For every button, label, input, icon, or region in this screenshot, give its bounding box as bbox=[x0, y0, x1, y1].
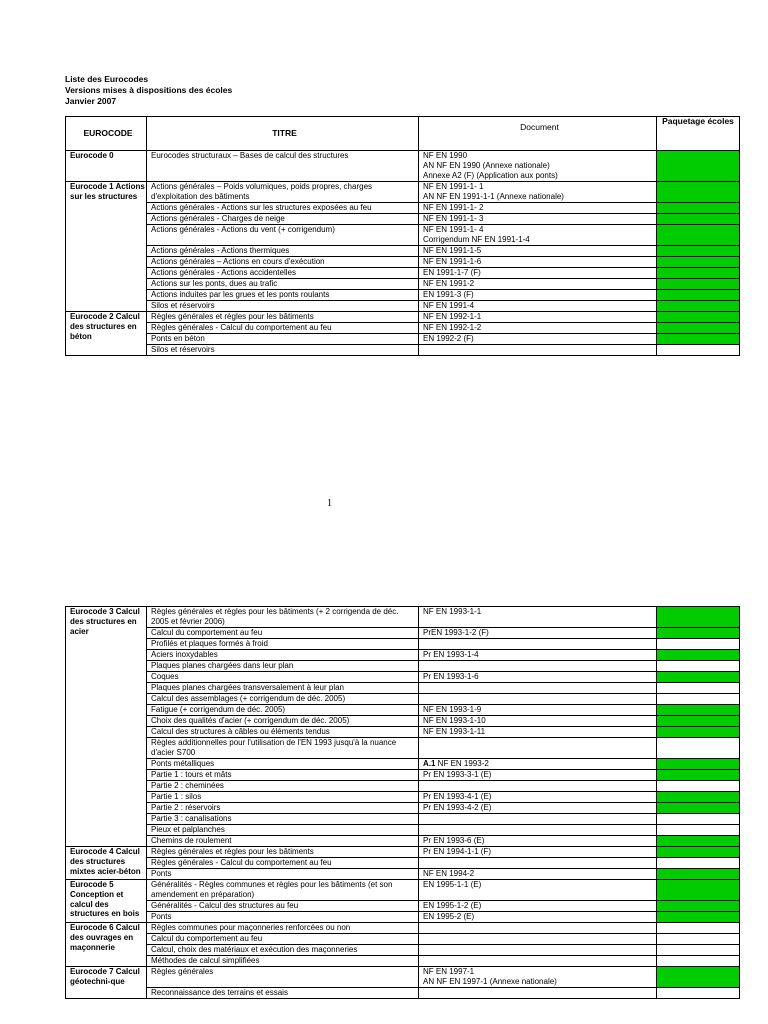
table-row bbox=[66, 650, 740, 661]
table-row bbox=[66, 225, 740, 246]
table-row bbox=[66, 738, 740, 759]
paquetage-available-cell bbox=[657, 847, 740, 858]
paquetage-available-cell bbox=[657, 803, 740, 814]
document-cell: Pr EN 1993-4-2 (E) bbox=[419, 803, 657, 814]
document-cell: NF EN 1991-1- 2 bbox=[419, 203, 657, 214]
table-row bbox=[66, 988, 740, 999]
document-cell bbox=[419, 694, 657, 705]
document-cell bbox=[419, 934, 657, 945]
paquetage-available-cell bbox=[657, 182, 740, 203]
document-cell: NF EN 1991-1- 1 AN NF EN 1991-1-1 (Annexe nationale) bbox=[419, 182, 657, 203]
paquetage-empty-cell bbox=[657, 639, 740, 650]
document-cell bbox=[419, 945, 657, 956]
paquetage-available-cell bbox=[657, 880, 740, 901]
titre-cell: Généralités - Règles communes et règles pour les bâtiments (et son amendement en préparation) bbox=[147, 880, 419, 901]
document-cell: NF EN 1991-1-5 bbox=[419, 246, 657, 257]
header-date: Janvier 2007 bbox=[65, 96, 117, 106]
paquetage-available-cell bbox=[657, 672, 740, 683]
document-cell: NF EN 1997-1 AN NF EN 1997-1 (Annexe nationale) bbox=[419, 967, 657, 988]
document-cell: EN 1995-2 (E) bbox=[419, 912, 657, 923]
eurocode-cell: Eurocode 2 Calcul des structures en béton bbox=[66, 312, 147, 356]
titre-cell: Reconnaissance des terrains et essais bbox=[147, 988, 419, 999]
paquetage-available-cell bbox=[657, 770, 740, 781]
table-row bbox=[66, 683, 740, 694]
document-cell bbox=[419, 661, 657, 672]
eurocode-cell: Eurocode 6 Calcul des ouvrages en maçonnerie bbox=[66, 923, 147, 967]
eurocode-cell: Eurocode 7 Calcul géotechni-que bbox=[66, 967, 147, 999]
document-cell bbox=[419, 988, 657, 999]
paquetage-empty-cell bbox=[657, 988, 740, 999]
paquetage-available-cell bbox=[657, 792, 740, 803]
paquetage-available-cell bbox=[657, 836, 740, 847]
titre-cell: Actions générales - Actions sur les structures exposées au feu bbox=[147, 203, 419, 214]
table-row bbox=[66, 869, 740, 880]
paquetage-available-cell bbox=[657, 628, 740, 639]
paquetage-available-cell bbox=[657, 727, 740, 738]
titre-cell: Calcul du comportement au feu bbox=[147, 628, 419, 639]
titre-cell: Silos et réservoirs bbox=[147, 345, 419, 356]
titre-cell: Actions générales – Actions en cours d'exécution bbox=[147, 257, 419, 268]
table-row bbox=[66, 345, 740, 356]
document-cell: NF EN 1991-1- 3 bbox=[419, 214, 657, 225]
column-header-titre: TITRE bbox=[147, 117, 419, 151]
table-row bbox=[66, 279, 740, 290]
titre-cell: Chemins de roulement bbox=[147, 836, 419, 847]
titre-cell: Actions générales - Actions accidentelles bbox=[147, 268, 419, 279]
document-cell: NF EN 1991-2 bbox=[419, 279, 657, 290]
titre-cell: Actions générales - Charges de neige bbox=[147, 214, 419, 225]
paquetage-empty-cell bbox=[657, 814, 740, 825]
table-row bbox=[66, 770, 740, 781]
table-row bbox=[66, 607, 740, 628]
paquetage-available-cell bbox=[657, 759, 740, 770]
titre-cell: Règles communes pour maçonneries renforcées ou non bbox=[147, 923, 419, 934]
table-row bbox=[66, 672, 740, 683]
titre-cell: Partie 3 : canalisations bbox=[147, 814, 419, 825]
titre-cell: Règles additionnelles pour l'utilisation de l'EN 1993 jusqu'à la nuance d'acier S700 bbox=[147, 738, 419, 759]
table-row bbox=[66, 803, 740, 814]
table-row bbox=[66, 759, 740, 770]
header-subtitle: Versions mises à dispositions des écoles bbox=[65, 85, 233, 95]
document-cell bbox=[419, 923, 657, 934]
document-cell: Pr EN 1994-1-1 (F) bbox=[419, 847, 657, 858]
document-cell: Pr EN 1993-1-4 bbox=[419, 650, 657, 661]
titre-cell: Calcul du comportement au feu bbox=[147, 934, 419, 945]
document-cell bbox=[419, 759, 657, 770]
table-row bbox=[66, 151, 740, 182]
titre-cell: Silos et réservoirs bbox=[147, 301, 419, 312]
table-row bbox=[66, 268, 740, 279]
table-row bbox=[66, 880, 740, 901]
titre-cell: Généralités - Calcul des structures au feu bbox=[147, 901, 419, 912]
document-cell: Pr EN 1993-4-1 (E) bbox=[419, 792, 657, 803]
titre-cell: Actions sur les ponts, dues au trafic bbox=[147, 279, 419, 290]
paquetage-empty-cell bbox=[657, 694, 740, 705]
titre-cell: Partie 1 : silos bbox=[147, 792, 419, 803]
paquetage-available-cell bbox=[657, 869, 740, 880]
table-row bbox=[66, 628, 740, 639]
titre-cell: Ponts en béton bbox=[147, 334, 419, 345]
document-cell: NF EN 1991-1- 4 Corrigendum NF EN 1991-1-4 bbox=[419, 225, 657, 246]
paquetage-available-cell bbox=[657, 334, 740, 345]
document-cell: EN 1995-1-1 (E) bbox=[419, 880, 657, 901]
titre-cell: Choix des qualités d'acier (+ corrigendum de déc. 2005) bbox=[147, 716, 419, 727]
titre-cell: Ponts bbox=[147, 869, 419, 880]
paquetage-available-cell bbox=[657, 607, 740, 628]
table-row bbox=[66, 945, 740, 956]
paquetage-empty-cell bbox=[657, 858, 740, 869]
table-row bbox=[66, 182, 740, 203]
titre-cell: Règles générales bbox=[147, 967, 419, 988]
eurocode-cell: Eurocode 4 Calcul des structures mixtes acier-béton bbox=[66, 847, 147, 880]
paquetage-empty-cell bbox=[657, 945, 740, 956]
titre-cell: Actions générales - Actions thermiques bbox=[147, 246, 419, 257]
document-cell: NF EN 1991-1-6 bbox=[419, 257, 657, 268]
document-header bbox=[65, 74, 232, 107]
eurocode-cell: Eurocode 1 Actions sur les structures bbox=[66, 182, 147, 312]
paquetage-empty-cell bbox=[657, 923, 740, 934]
titre-cell: Pieux et palplanches bbox=[147, 825, 419, 836]
titre-cell: Règles générales - Calcul du comportement au feu bbox=[147, 323, 419, 334]
eurocode-cell: Eurocode 5 Conception et calcul des structures en bois bbox=[66, 880, 147, 923]
document-cell bbox=[419, 683, 657, 694]
paquetage-available-cell bbox=[657, 716, 740, 727]
document-ref: NF EN 1993-2 bbox=[435, 759, 489, 768]
document-cell: NF EN 1992-1-2 bbox=[419, 323, 657, 334]
eurocodes-table-2 bbox=[65, 606, 740, 999]
titre-cell: Ponts métalliques bbox=[147, 759, 419, 770]
document-cell: Pr EN 1993-6 (E) bbox=[419, 836, 657, 847]
table-row bbox=[66, 661, 740, 672]
table-row bbox=[66, 214, 740, 225]
paquetage-empty-cell bbox=[657, 956, 740, 967]
titre-cell: Méthodes de calcul simplifiées bbox=[147, 956, 419, 967]
paquetage-available-cell bbox=[657, 257, 740, 268]
paquetage-available-cell bbox=[657, 323, 740, 334]
column-header-paquetage: Paquetage écoles bbox=[657, 117, 740, 151]
titre-cell: Actions générales – Poids volumiques, poids propres, charges d'exploitation des bâtiments bbox=[147, 182, 419, 203]
table-row bbox=[66, 956, 740, 967]
table-row bbox=[66, 792, 740, 803]
paquetage-available-cell bbox=[657, 650, 740, 661]
paquetage-available-cell bbox=[657, 279, 740, 290]
header-title: Liste des Eurocodes bbox=[65, 74, 149, 84]
paquetage-available-cell bbox=[657, 312, 740, 323]
document-cell: NF EN 1993-1-11 bbox=[419, 727, 657, 738]
document-cell: NF EN 1993-1-9 bbox=[419, 705, 657, 716]
titre-cell: Règles générales et règles pour les bâtiments bbox=[147, 847, 419, 858]
document-cell bbox=[419, 781, 657, 792]
document-cell: EN 1991-3 (F) bbox=[419, 290, 657, 301]
paquetage-available-cell bbox=[657, 151, 740, 182]
paquetage-available-cell bbox=[657, 290, 740, 301]
table-row bbox=[66, 781, 740, 792]
paquetage-available-cell bbox=[657, 214, 740, 225]
document-cell: Pr EN 1993-1-6 bbox=[419, 672, 657, 683]
eurocode-cell: Eurocode 0 bbox=[66, 151, 147, 182]
table-row bbox=[66, 323, 740, 334]
paquetage-empty-cell bbox=[657, 683, 740, 694]
document-cell: EN 1992-2 (F) bbox=[419, 334, 657, 345]
titre-cell: Règles générales et règles pour les bâtiments bbox=[147, 312, 419, 323]
titre-cell: Profilés et plaques formés à froid bbox=[147, 639, 419, 650]
paquetage-available-cell bbox=[657, 912, 740, 923]
titre-cell: Partie 2 : cheminées bbox=[147, 781, 419, 792]
paquetage-empty-cell bbox=[657, 661, 740, 672]
paquetage-available-cell bbox=[657, 268, 740, 279]
table-row bbox=[66, 246, 740, 257]
eurocodes-table-1 bbox=[65, 116, 740, 356]
table-row bbox=[66, 312, 740, 323]
table-row bbox=[66, 901, 740, 912]
titre-cell: Coques bbox=[147, 672, 419, 683]
table-row bbox=[66, 967, 740, 988]
document-cell: NF EN 1994-2 bbox=[419, 869, 657, 880]
table-row bbox=[66, 858, 740, 869]
document-cell: NF EN 1991-4 bbox=[419, 301, 657, 312]
titre-cell: Calcul des structures à câbles ou éléments tendus bbox=[147, 727, 419, 738]
paquetage-empty-cell bbox=[657, 934, 740, 945]
column-header-eurocode: EUROCODE bbox=[66, 117, 147, 151]
document-cell bbox=[419, 858, 657, 869]
paquetage-empty-cell bbox=[657, 345, 740, 356]
titre-cell: Partie 1 : tours et mâts bbox=[147, 770, 419, 781]
page-number: 1 bbox=[327, 498, 332, 509]
table-row bbox=[66, 934, 740, 945]
titre-cell: Actions induites par les grues et les ponts roulants bbox=[147, 290, 419, 301]
titre-cell: Plaques planes chargées transversalement à leur plan bbox=[147, 683, 419, 694]
eurocode-cell: Eurocode 3 Calcul des structures en acier bbox=[66, 607, 147, 847]
document-cell bbox=[419, 639, 657, 650]
titre-cell: Actions générales - Actions du vent (+ corrigendum) bbox=[147, 225, 419, 246]
paquetage-available-cell bbox=[657, 203, 740, 214]
titre-cell: Calcul, choix des matériaux et exécution des maçonneries bbox=[147, 945, 419, 956]
titre-cell: Règles générales - Calcul du comportement au feu bbox=[147, 858, 419, 869]
document-cell: Pr EN 1993-3-1 (E) bbox=[419, 770, 657, 781]
table-row bbox=[66, 847, 740, 858]
table-row bbox=[66, 705, 740, 716]
table-row bbox=[66, 334, 740, 345]
document-cell: NF EN 1993-1-1 bbox=[419, 607, 657, 628]
paquetage-available-cell bbox=[657, 246, 740, 257]
table-row bbox=[66, 694, 740, 705]
titre-cell: Ponts bbox=[147, 912, 419, 923]
document-cell: EN 1991-1-7 (F) bbox=[419, 268, 657, 279]
titre-cell: Partie 2 : réservoirs bbox=[147, 803, 419, 814]
paquetage-empty-cell bbox=[657, 738, 740, 759]
paquetage-available-cell bbox=[657, 705, 740, 716]
paquetage-empty-cell bbox=[657, 825, 740, 836]
table-row bbox=[66, 257, 740, 268]
document-cell bbox=[419, 956, 657, 967]
paquetage-available-cell bbox=[657, 225, 740, 246]
document-cell: NF EN 1993-1-10 bbox=[419, 716, 657, 727]
titre-cell: Fatigue (+ corrigendum de déc. 2005) bbox=[147, 705, 419, 716]
titre-cell: Eurocodes structuraux – Bases de calcul des structures bbox=[147, 151, 419, 182]
table-row bbox=[66, 825, 740, 836]
document-cell: NF EN 1992-1-1 bbox=[419, 312, 657, 323]
titre-cell: Règles générales et règles pour les bâtiments (+ 2 corrigenda de déc. 2005 et février 2006) bbox=[147, 607, 419, 628]
table-row bbox=[66, 814, 740, 825]
titre-cell: Calcul des assemblages (+ corrigendum de déc. 2005) bbox=[147, 694, 419, 705]
document-cell: PrEN 1993-1-2 (F) bbox=[419, 628, 657, 639]
table-row bbox=[66, 203, 740, 214]
table-row bbox=[66, 727, 740, 738]
titre-cell: Plaques planes chargées dans leur plan bbox=[147, 661, 419, 672]
document-cell: NF EN 1990 AN NF EN 1990 (Annexe nationale) Annexe A2 (F) (Application aux ponts) bbox=[419, 151, 657, 182]
titre-cell: Aciers inoxydables bbox=[147, 650, 419, 661]
table-row bbox=[66, 836, 740, 847]
paquetage-available-cell bbox=[657, 901, 740, 912]
column-header-document: Document bbox=[419, 117, 657, 151]
table-row bbox=[66, 923, 740, 934]
table-row bbox=[66, 639, 740, 650]
document-cell: EN 1995-1-2 (E) bbox=[419, 901, 657, 912]
document-prefix: A.1 bbox=[423, 759, 436, 768]
table-row bbox=[66, 301, 740, 312]
paquetage-available-cell bbox=[657, 301, 740, 312]
table-row bbox=[66, 290, 740, 301]
table-row bbox=[66, 912, 740, 923]
document-cell bbox=[419, 814, 657, 825]
table-row bbox=[66, 716, 740, 727]
paquetage-empty-cell bbox=[657, 781, 740, 792]
document-cell bbox=[419, 345, 657, 356]
paquetage-available-cell bbox=[657, 967, 740, 988]
document-cell bbox=[419, 738, 657, 759]
document-cell bbox=[419, 825, 657, 836]
